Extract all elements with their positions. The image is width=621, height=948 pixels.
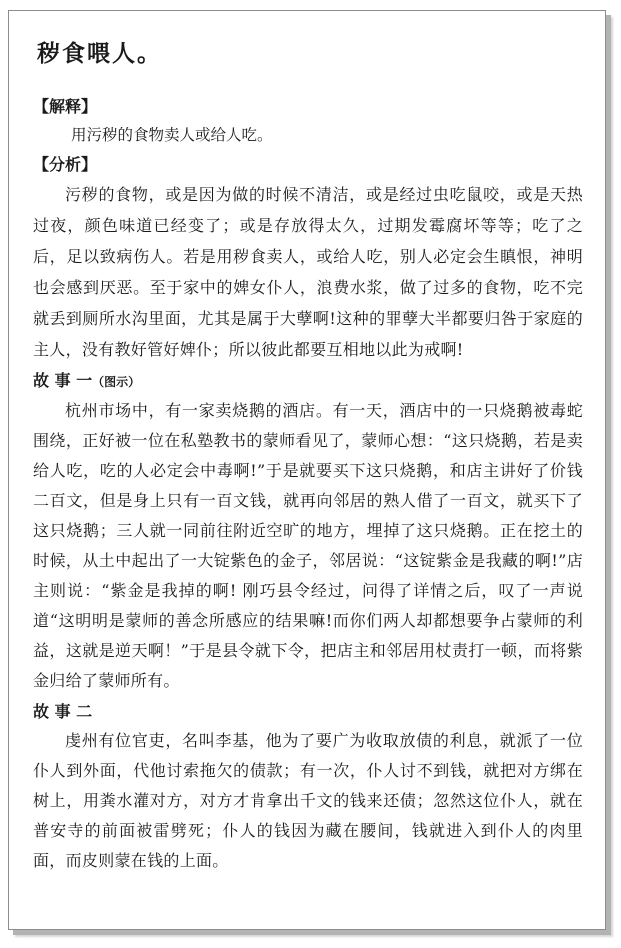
explanation-text: 用污秽的食物卖人或给人吃。 xyxy=(71,126,273,144)
story1-heading xyxy=(33,369,583,394)
story2-text: 虔州有位官吏，名叫李基，他为了要广为收取放债的利息，就派了一位仆人到外面，代他讨索拖欠的债款；有一次，仆人讨不到钱，就把对方绑在树上，用粪水灌对方，对方才肯拿出千文的钱来还债；忽然这位仆人，就在普安寺的前面被雷劈死；仆人的钱因为藏在腰间，钱就进入到仆人的肉里面，而皮则蒙在钱的上面。 xyxy=(33,731,583,870)
explanation-heading: 【解释】 xyxy=(33,97,98,116)
story1-heading-note: （图示） xyxy=(92,375,141,389)
analysis-heading: 【分析】 xyxy=(33,155,98,174)
story2-heading: 故 事 二 xyxy=(33,702,93,721)
page-title: 秽食喂人。 xyxy=(37,41,162,67)
story1-text: 杭州市场中，有一家卖烧鹅的酒店。有一天，酒店中的一只烧鹅被毒蛇围绕，正好被一位在私塾教书的蒙师看见了，蒙师心想：“这只烧鹅，若是卖给人吃，吃的人必定会中毒啊!”于是就要买下这只烧鹅，和店主讲好了价钱二百文，但是身上只有一百文钱，就再向邻居的熟人借了一百文，就买下了这只烧鹅；三人就一同前往附近空旷的地方，埋掉了这只烧鹅。正在挖土的时候，从土中起出了一大锭紫色的金子，邻居说：“这锭紫金是我藏的啊!”店主则说：“紫金是我掉的啊! 刚巧县令经过，问得了详情之后，叹了一声说道“这明明是蒙师的善念所感应的结果嘛!而你们两人却都想要争占蒙师的利益，这就是逆天啊！”于是县令就下令，把店主和邻居用杖责打一顿，而将紫金归给了蒙师所有。 xyxy=(33,401,583,690)
analysis-text: 污秽的食物，或是因为做的时候不清洁，或是经过虫吃鼠咬，或是天热过夜，颜色味道已经变了；或是存放得太久，过期发霉腐坏等等；吃了之后，足以致病伤人。若是用秽食卖人，或给人吃，别人必定会生瞋恨，神明也会感到厌恶。至于家中的婢女仆人，浪费水浆，做了过多的食物，吃不完就丢到厕所水沟里面，尤其是属于大孽啊!这种的罪孽大半都要归咎于家庭的主人，没有教好管好婢仆；所以彼此都要互相地以此为戒啊! xyxy=(33,185,583,359)
story1-heading-label: 故 事 一 xyxy=(33,371,93,390)
page xyxy=(8,10,606,930)
